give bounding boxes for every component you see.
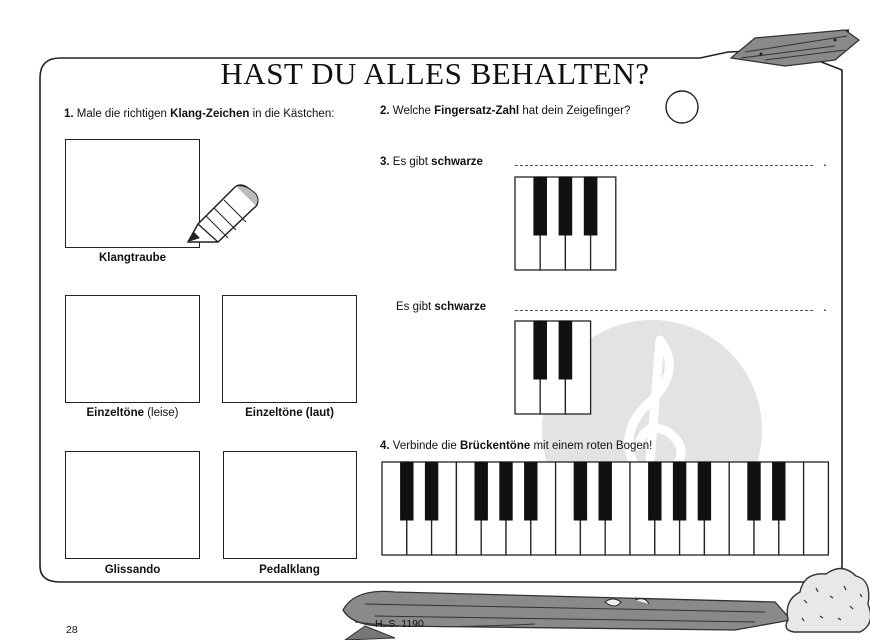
black-key: [559, 177, 572, 235]
black-key: [559, 321, 572, 379]
question-2: [380, 105, 630, 117]
answer-box-klangtraube[interactable]: [65, 139, 200, 248]
page-number: 28: [66, 624, 78, 636]
question-3-line2-bold: schwarze: [434, 301, 487, 313]
black-key: [584, 177, 597, 235]
question-1-number: 1.: [64, 108, 74, 120]
black-key: [534, 177, 547, 235]
black-key: [698, 462, 710, 520]
question-2-text-before: Welche: [392, 105, 431, 117]
black-key: [574, 462, 586, 520]
answer-line-2[interactable]: [515, 310, 813, 311]
caption-einzeltoene-laut: [222, 407, 357, 419]
caption-einzeltoene-laut-paren: (laut): [305, 407, 334, 419]
question-3: [380, 156, 483, 168]
black-key: [748, 462, 760, 520]
question-3-line1-before: Es gibt: [392, 156, 428, 168]
black-key: [534, 321, 547, 379]
answer-line-2-end: .: [823, 298, 827, 314]
answer-box-einzeltoene-laut[interactable]: [222, 295, 357, 403]
caption-einzeltoene-leise: [65, 407, 200, 419]
keyboard-three-black: [514, 176, 618, 272]
black-key: [649, 462, 661, 520]
answer-box-pedalklang[interactable]: [223, 451, 357, 559]
answer-circle-icon[interactable]: [665, 90, 701, 126]
black-key: [425, 462, 437, 520]
caption-einzeltoene-leise-bold: Einzeltöne: [86, 407, 144, 419]
black-key: [525, 462, 537, 520]
edition-code: H. S. 1190: [375, 618, 424, 630]
black-key: [500, 462, 512, 520]
answer-line-1[interactable]: [515, 165, 813, 166]
white-key: [804, 462, 829, 555]
caption-pedalklang: Pedalklang: [259, 564, 320, 576]
answer-line-1-end: .: [823, 153, 827, 169]
black-key: [673, 462, 685, 520]
question-2-text-after: hat dein Zeigefinger?: [522, 105, 631, 117]
keyboard-large[interactable]: [381, 461, 831, 557]
answer-box-einzeltoene-leise[interactable]: [65, 295, 200, 403]
answer-box-glissando[interactable]: [65, 451, 200, 559]
question-4-text-after: mit einem roten Bogen!: [533, 440, 653, 452]
question-1: [64, 108, 334, 120]
question-4-number: 4.: [380, 440, 390, 452]
caption-einzeltoene-leise-paren: (leise): [147, 407, 179, 419]
black-key: [599, 462, 611, 520]
question-1-bold: Klang-Zeichen: [170, 108, 250, 120]
caption-einzeltoene-laut-bold: Einzeltöne: [245, 407, 303, 419]
question-3-number: 3.: [380, 156, 390, 168]
black-key: [401, 462, 413, 520]
question-2-number: 2.: [380, 105, 390, 117]
question-3-line2: [396, 301, 486, 313]
question-3-line1-bold: schwarze: [431, 156, 483, 168]
question-4: [380, 440, 652, 452]
caption-klangtraube: Klangtraube: [98, 252, 167, 264]
page-title: HAST DU ALLES BEHALTEN?: [220, 56, 650, 91]
bush-icon: [780, 560, 870, 640]
question-1-text-after: in die Kästchen:: [252, 108, 335, 120]
question-3-line2-before: Es gibt: [396, 301, 432, 313]
pencil-icon: [184, 180, 264, 250]
black-key: [475, 462, 487, 520]
keyboard-two-black: [514, 320, 592, 415]
question-4-bold: Brückentöne: [459, 440, 531, 452]
question-1-text-before: Male die richtigen: [76, 108, 167, 120]
black-key: [773, 462, 785, 520]
question-2-bold: Fingersatz-Zahl: [434, 105, 520, 117]
caption-glissando: Glissando: [104, 564, 161, 576]
question-4-text-before: Verbinde die: [392, 440, 457, 452]
